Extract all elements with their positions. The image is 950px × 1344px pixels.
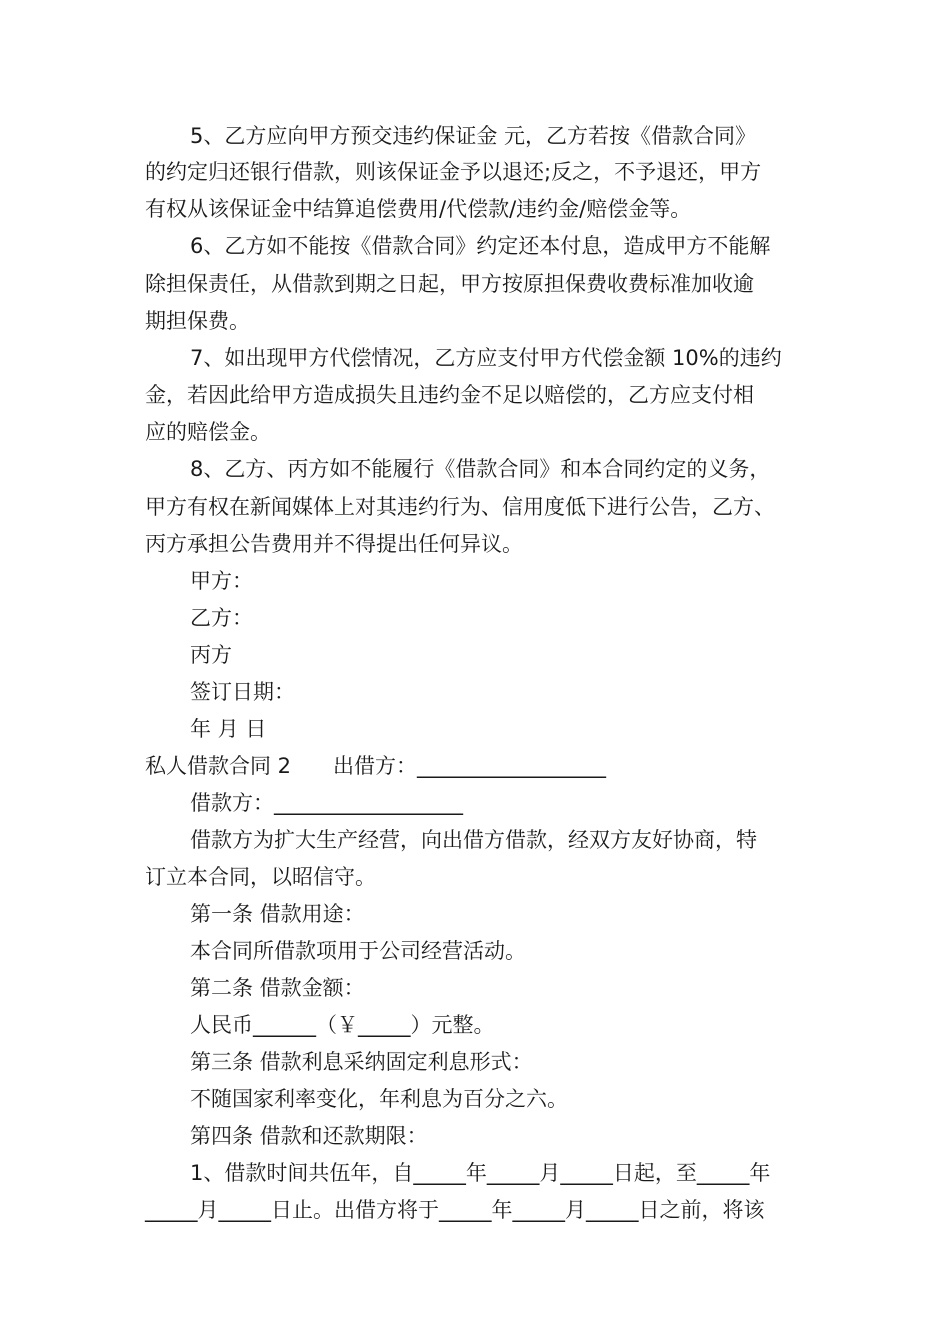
article-heading: 第一条 借款用途： — [190, 902, 365, 926]
signature-party-a: 甲方： — [190, 569, 253, 593]
text-line: 的约定归还银行借款，则该保证金予以退还;反之，不予退还，甲方 — [145, 160, 762, 184]
text-line: 期担保费。 — [145, 309, 250, 333]
text-line: 应的赔偿金。 — [145, 420, 271, 444]
text-line: 借款方为扩大生产经营，向出借方借款，经双方友好协商，特 — [190, 828, 757, 852]
signature-party-b: 乙方： — [190, 606, 253, 630]
text-line: 不随国家利率变化，年利息为百分之六。 — [190, 1087, 568, 1111]
text-line: 丙方承担公告费用并不得提出任何异议。 — [145, 532, 523, 556]
text-line: 5、乙方应向甲方预交违约保证金 元，乙方若按《借款合同》 — [190, 124, 757, 148]
text-line: _____月_____日止。出借方将于_____年_____月_____日之前，将该 — [145, 1198, 765, 1222]
article-heading: 第四条 借款和还款期限： — [190, 1124, 428, 1148]
text-line: 订立本合同，以昭信守。 — [145, 865, 376, 889]
text-line: 6、乙方如不能按《借款合同》约定还本付息，造成甲方不能解 — [190, 234, 771, 258]
text-line: 本合同所借款项用于公司经营活动。 — [190, 939, 526, 963]
text-line: 有权从该保证金中结算追偿费用/代偿款/违约金/赔偿金等。 — [145, 197, 692, 221]
text-line: 1、借款时间共伍年，自_____年_____月_____日起，至_____年 — [190, 1161, 771, 1185]
article-heading: 第二条 借款金额： — [190, 976, 365, 1000]
signature-party-c: 丙方 — [190, 643, 232, 667]
signing-date-value: 年 月 日 — [190, 717, 267, 741]
borrower-line: 借款方：__________________ — [190, 791, 463, 815]
text-line: 甲方有权在新闻媒体上对其违约行为、信用度低下进行公告，乙方、 — [145, 495, 775, 519]
text-line: 除担保责任，从借款到期之日起，甲方按原担保费收费标准加收逾 — [145, 272, 754, 296]
article-heading: 第三条 借款利息采纳固定利息形式： — [190, 1050, 533, 1074]
text-line: 金，若因此给甲方造成损失且违约金不足以赔偿的，乙方应支付相 — [145, 383, 754, 407]
text-line: 7、如出现甲方代偿情况，乙方应支付甲方代偿金额 10%的违约 — [190, 346, 782, 370]
contract-title-lender: 私人借款合同 2 出借方：__________________ — [145, 754, 607, 778]
text-line: 8、乙方、丙方如不能履行《借款合同》和本合同约定的义务， — [190, 457, 771, 481]
text-line: 人民币______（￥_____）元整。 — [190, 1013, 495, 1037]
signing-date-label: 签订日期： — [190, 680, 295, 704]
